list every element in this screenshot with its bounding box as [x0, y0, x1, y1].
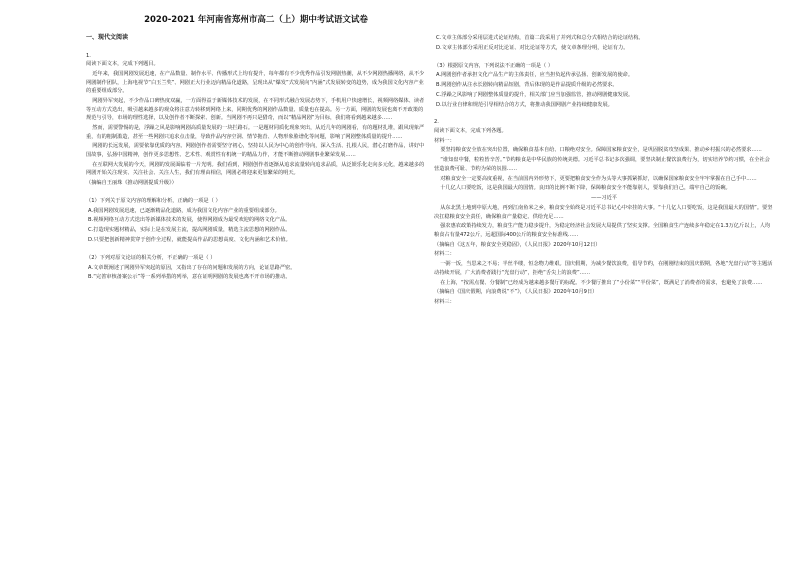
passage-source: （摘编自王丽珠《推动网剧提质升级》） — [86, 180, 177, 187]
passage-paragraph: 网剧异军突起，不少作品口碑热度双赢，一方面得益于新媒体技术的发展，在不同形式融合发展态势下，手机用户快速增长，视频网络媒体、读者等互动方式迭出，吸引越来越多的观众将注意力转移到网络上来，同期优秀的网剧作品数量、质量也在提高。另一方面，网剧的发展也离不开政策的规范与引导，市场的理性选择，以及创作者不断探索、创新。当网剧不再只是猎奇，而以“精品网剧”为目标，我们将看到越来越多…… — [86, 97, 425, 122]
passage-paragraph: 要坚持粮食安全放在突出位置，确保粮食基本自给、口粮绝对安全。保障国家粮食安全，是巩固脱贫攻坚成果、推动乡村振兴的必然要求…… — [440, 147, 762, 154]
question-stem: （1）下列关于原文内容的理解和分析，正确的一项是（ ） — [86, 197, 221, 204]
answer-option: C.打造现实题材精品，实际上是在发展主流，提高网剧质量，精选主流思想的网剧作品。 — [88, 227, 291, 234]
answer-option: A.文章既阐述了网剧异军突起的原因，又指出了存在的问题和发展的方向，论证思路严密。 — [88, 264, 296, 271]
question-stem: （3）根据原文内容，下列说法不正确的一项是（ ） — [434, 62, 554, 69]
material-label: 材料二： — [434, 251, 455, 258]
material-label: 材料三： — [434, 299, 455, 306]
passage-source: （摘编自《这五年，粮食安全更稳固》，《人民日报》2020年10月12日） — [434, 241, 601, 248]
passage-paragraph: 强农惠农政策持续发力，粮食生产能力稳步提升，为稳定经济社会发展大局提供了坚实支撑。全国粮食生产连续多年稳定在1.3万亿斤以上，人均粮食占有量472公斤，远超国际400公斤的粮食安全标准线…… — [434, 223, 771, 238]
question-number: 1. — [86, 52, 91, 59]
passage-paragraph: 十几亿人口要吃饭，这是我国最大的国情。良田的比例不断下降，保障粮食安全不能靠别人，要靠我们自己，端牢自己的饭碗。 — [440, 185, 731, 192]
answer-option: C.文章主体部分采用层进式论证结构，首篇二段采用了并列式和总分式相结合的论证结构。 — [436, 35, 644, 41]
left-column — [86, 32, 426, 283]
reading-instruction: 阅读下面文本，完成下列题目。 — [86, 61, 159, 68]
answer-option: B.视频网络互动方式迭出等新媒体技术的发展，使得网剧成为最受欢迎的网络文化产品。 — [88, 217, 291, 224]
answer-option: C.浮躁之风影响了网剧整体质量的提升，相关部门应当加强监管，推动网剧健康发展。 — [436, 91, 634, 98]
right-column — [434, 34, 774, 308]
answer-option: D.只要把创新精神贯穿于创作全过程，就能提高作品的思想高度、文化内涵和艺术价值。 — [88, 236, 291, 243]
section-heading: 一、现代文阅读 — [86, 34, 129, 41]
passage-paragraph: “谁知盘中餐，粒粒皆辛苦。”节约粮食是中华民族的传统美德。习近平总书记多次强调，要坚决制止餐饮浪费行为，切实培养节约习惯，在全社会营造浪费可耻、节约为荣的氛围…… — [434, 157, 770, 172]
exam-title: 2020-2021 年河南省郑州市高二（上）期中考试语文试卷 — [144, 15, 368, 25]
passage-paragraph: 近年来，我国网剧发展迅速，在产品数量、制作水平、传播形式上均有提升，每年都有不少优秀作品引发网剧热潮，从不少网剧热播网络，从不少网剧制作团队，上海电视节“白玉兰奖”、网剧正大行业迈向精品化道路，呈现出从“爆发”式发展向“内涵”式发展转变的趋势，成为我国文化内容产业的重要组成部分。 — [86, 70, 425, 95]
passage-paragraph: 从东北黑土地到中原大地，再到江南鱼米之乡，粮食安全始终是习近平总书记心中牵挂的大事。“十几亿人口要吃饭，这是我国最大的国情”。要坚决扛稳粮食安全责任，确保粮食产量稳定、供给充足…… — [434, 204, 773, 220]
passage-paragraph: 一粥一饭，当思来之不易；半丝半缕，恒念物力维艰。国庆假期，为减少餐饮浪费，倡导节约，在刚刚结束的国庆假期，各地“光盘行动”等主题活动持续开展，广大消费者践行“光盘行动”，拒绝“舌尖上的浪费”…… — [434, 261, 773, 276]
passage-paragraph: 网剧的长远发展，需要依靠优质的内容。网剧创作者需要坚守初心，坚持以人民为中心的创作导向，深入生活、扎根人民，潜心打磨作品，讲好中国故事，弘扬中国精神，创作更多思想性、艺术性、观赏性有机统一的精品力作，才能不断推动网剧事业繁荣发展…… — [86, 143, 425, 158]
passage-paragraph: 然而，需要警惕的是，浮躁之风是影响网剧高质量发展的一块拦路石。一是题材同质化现象突出，从近几年的网剧看，有的题材扎堆，跟风现象严重，有的粗制滥造，甚至一些网剧只追求点击量，导致作品内容空洞、情节拖沓、人物形象脸谱化等问题，影响了网剧整体质量的提升…… — [86, 124, 425, 140]
material-label: 材料一： — [434, 137, 455, 144]
answer-option: D.以行业自律和规范引导相结合的方式，将推动我国网剧产业持续健康发展。 — [436, 101, 613, 108]
reading-instruction: 阅读下面文本，完成下列各题。 — [434, 127, 507, 134]
passage-paragraph: 在互联网大发展的今天，网剧的发展面临着一片光明。我们看到，网剧创作者逐渐从追求流量转向追求品质，从泛娱乐化走向多元化，越来越多的网剧开始关注现实、关注社会、关注人生，我们有理由相信，网剧必将迎来更加繁荣的明天。 — [86, 161, 425, 177]
answer-option: A.我国网剧发展迅速，已逐渐精品化道路，成为我国文化内容产业的重要组成部分。 — [88, 207, 280, 214]
question-stem: （2）下列对原文论证的相关分析，不正确的一项是（ ） — [86, 254, 216, 261]
passage-paragraph: 在上海，“按需点餐、分餐制”已经成为越来越多餐厅的标配。不少餐厅推出了“小份菜”“半份菜”，既满足了消费者的需求，也避免了浪费…… — [440, 279, 763, 286]
answer-option: B.网剧创作从注水长剧转向精品短剧，背后体现的是作品提质升级的必然要求。 — [436, 82, 618, 89]
quote-signature: ——习近平 — [591, 195, 617, 202]
answer-option: A.网剧创作者承担文化产品生产的主体责任，应当担负起传承弘扬、创新发展的使命。 — [436, 72, 634, 79]
passage-paragraph: 对粮食安全一定要高度重视，在当前国内外形势下，更要把粮食安全作为头等大事抓紧抓好，以确保国家粮食安全牢牢掌握在自己手中…… — [440, 175, 757, 182]
answer-option: D.文章主体部分采用正反对比论证、对比论证等方式，使文章条理分明，论证有力。 — [436, 44, 629, 51]
answer-option: B.“完善审核备案公示”等一系列举措的列举，意在证明网剧的发展也离不开市场的推动。 — [88, 274, 291, 281]
question-number: 2. — [434, 119, 439, 126]
passage-source: （摘编自《国庆假期，向浪费说“不”》，《人民日报》2020年10月9日） — [434, 289, 598, 296]
